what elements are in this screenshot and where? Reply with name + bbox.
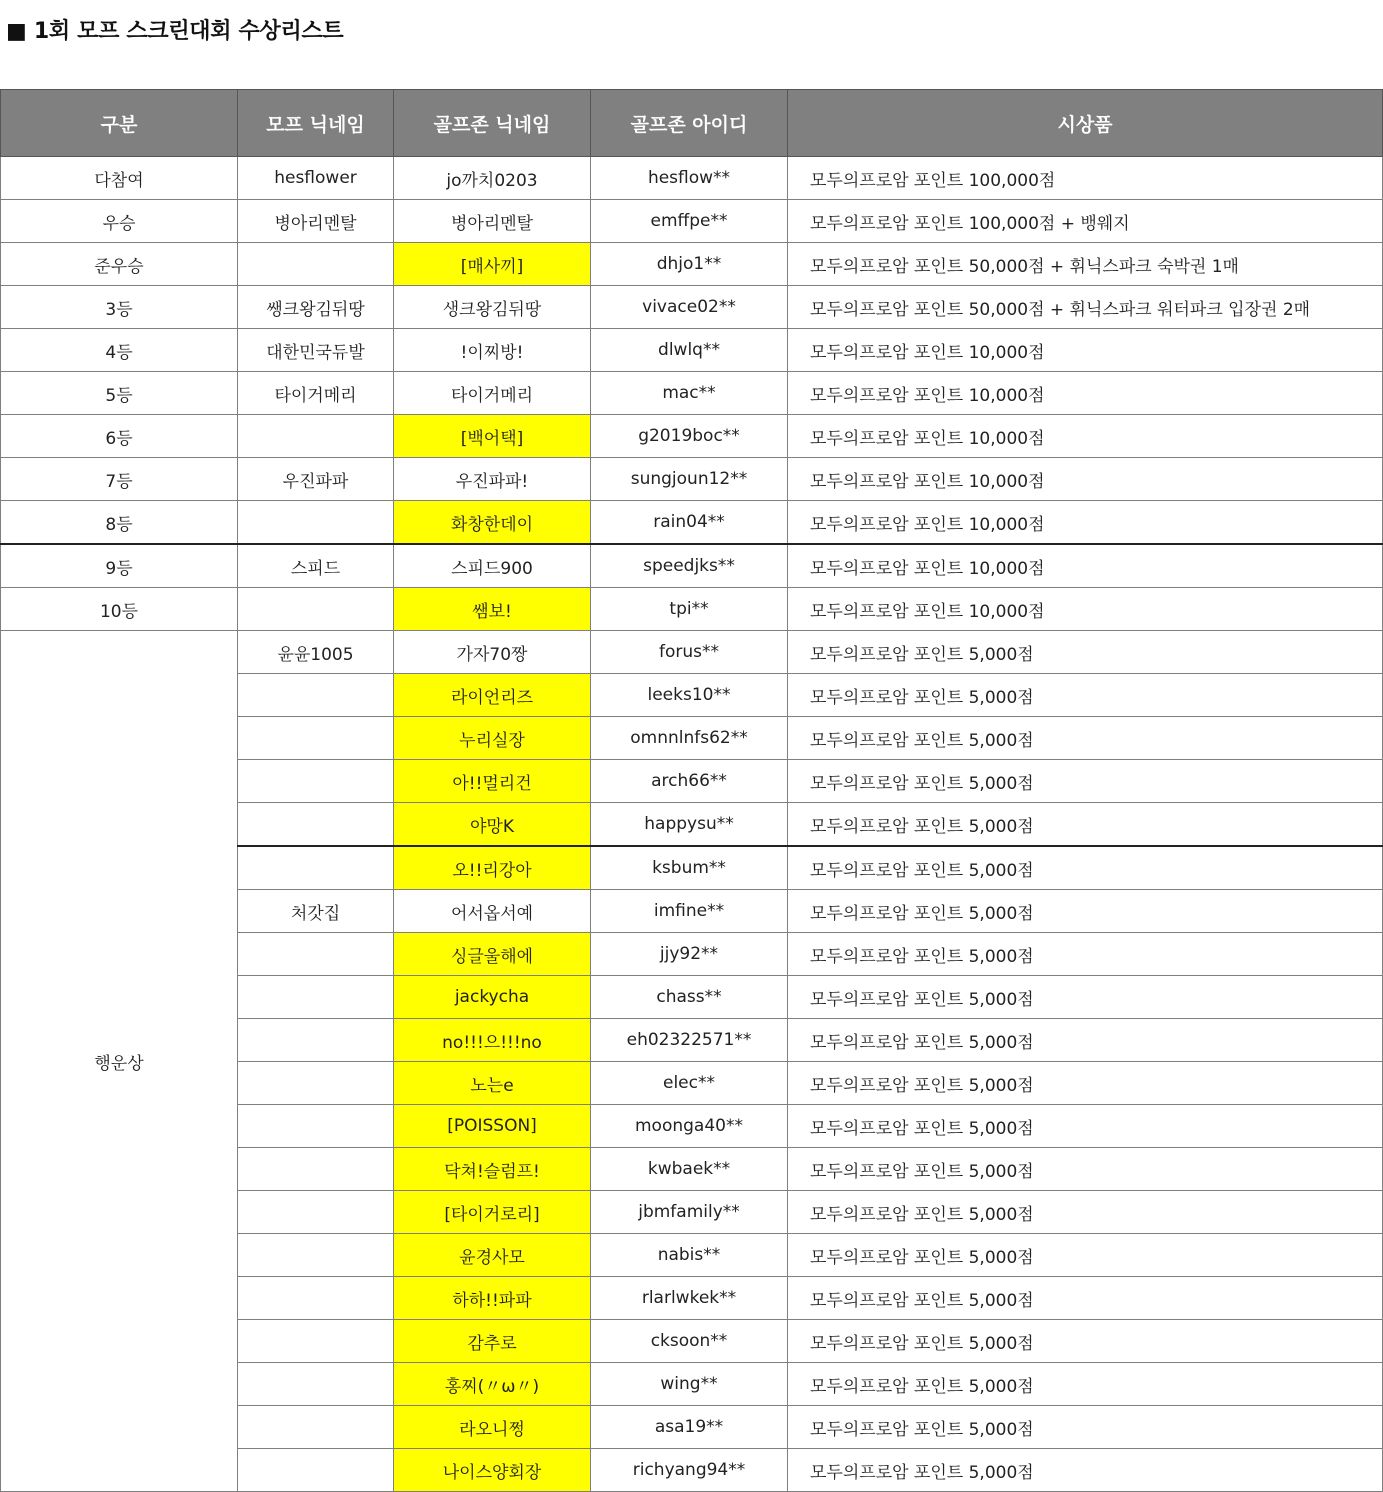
prize-cell: 모두의프로암 포인트 5,000점: [788, 1234, 1383, 1277]
golfzon-id-cell: omnnlnfs62**: [591, 717, 788, 760]
mof-nickname-cell: 병아리멘탈: [238, 200, 394, 243]
golfzon-id-cell: vivace02**: [591, 286, 788, 329]
mof-nickname-cell: [238, 588, 394, 631]
mof-nickname-cell: [238, 976, 394, 1019]
golfzon-nickname-cell: 스피드900: [394, 544, 591, 588]
table-row: [1, 372, 1383, 415]
prize-cell: 모두의프로암 포인트 5,000점: [788, 631, 1383, 674]
prize-cell: 모두의프로암 포인트 5,000점: [788, 760, 1383, 803]
golfzon-id-cell: rlarlwkek**: [591, 1277, 788, 1320]
mof-nickname-cell: [238, 846, 394, 890]
table-row: [1, 415, 1383, 458]
prize-cell: 모두의프로암 포인트 5,000점: [788, 890, 1383, 933]
mof-nickname-cell: [238, 1019, 394, 1062]
mof-nickname-cell: [238, 415, 394, 458]
table-row: [1, 200, 1383, 243]
prize-cell: 모두의프로암 포인트 5,000점: [788, 976, 1383, 1019]
golfzon-id-cell: rain04**: [591, 501, 788, 545]
category-cell: 7등: [1, 458, 238, 501]
golfzon-id-cell: wing**: [591, 1363, 788, 1406]
golfzon-id-cell: tpi**: [591, 588, 788, 631]
golfzon-nickname-cell: [매사끼]: [394, 243, 591, 286]
golfzon-id-cell: jjy92**: [591, 933, 788, 976]
mof-nickname-cell: 윤윤1005: [238, 631, 394, 674]
header-golfzon-id: 골프존 아이디: [591, 90, 788, 157]
prize-cell: 모두의프로암 포인트 5,000점: [788, 933, 1383, 976]
category-cell: 9등: [1, 544, 238, 588]
table-row: [1, 544, 1383, 588]
golfzon-id-cell: emffpe**: [591, 200, 788, 243]
category-cell: 10등: [1, 588, 238, 631]
golfzon-id-cell: mac**: [591, 372, 788, 415]
category-cell: 3등: [1, 286, 238, 329]
table-header-row: [1, 90, 1383, 157]
prize-cell: 모두의프로암 포인트 10,000점: [788, 372, 1383, 415]
table-row: [1, 157, 1383, 200]
golfzon-id-cell: asa19**: [591, 1406, 788, 1449]
prize-cell: 모두의프로암 포인트 5,000점: [788, 717, 1383, 760]
category-cell: 4등: [1, 329, 238, 372]
prize-cell: 모두의프로암 포인트 5,000점: [788, 674, 1383, 717]
golfzon-nickname-cell: 윤경사모: [394, 1234, 591, 1277]
prize-cell: 모두의프로암 포인트 5,000점: [788, 1019, 1383, 1062]
mof-nickname-cell: 처갓집: [238, 890, 394, 933]
header-mof-nickname: 모프 닉네임: [238, 90, 394, 157]
mof-nickname-cell: [238, 1148, 394, 1191]
golfzon-nickname-cell: [POISSON]: [394, 1105, 591, 1148]
category-cell: 우승: [1, 200, 238, 243]
mof-nickname-cell: [238, 803, 394, 847]
header-prize: 시상품: [788, 90, 1383, 157]
mof-nickname-cell: 타이거메리: [238, 372, 394, 415]
golfzon-id-cell: eh02322571**: [591, 1019, 788, 1062]
mof-nickname-cell: [238, 760, 394, 803]
mof-nickname-cell: [238, 933, 394, 976]
lucky-category-cell: 행운상: [1, 631, 238, 1492]
mof-nickname-cell: 우진파파: [238, 458, 394, 501]
prize-cell: 모두의프로암 포인트 100,000점: [788, 157, 1383, 200]
golfzon-nickname-cell: 병아리멘탈: [394, 200, 591, 243]
prize-cell: 모두의프로암 포인트 50,000점 + 휘닉스파크 워터파크 입장권 2매: [788, 286, 1383, 329]
golfzon-nickname-cell: 어서옵서예: [394, 890, 591, 933]
mof-nickname-cell: [238, 1105, 394, 1148]
table-row: [1, 458, 1383, 501]
mof-nickname-cell: [238, 243, 394, 286]
mof-nickname-cell: 쌩크왕김뒤땅: [238, 286, 394, 329]
mof-nickname-cell: [238, 1277, 394, 1320]
prize-cell: 모두의프로암 포인트 10,000점: [788, 329, 1383, 372]
awards-table: [0, 89, 1383, 1492]
golfzon-id-cell: sungjoun12**: [591, 458, 788, 501]
prize-cell: 모두의프로암 포인트 5,000점: [788, 846, 1383, 890]
golfzon-id-cell: kwbaek**: [591, 1148, 788, 1191]
golfzon-id-cell: hesflow**: [591, 157, 788, 200]
golfzon-id-cell: moonga40**: [591, 1105, 788, 1148]
golfzon-nickname-cell: 라이언리즈: [394, 674, 591, 717]
golfzon-id-cell: jbmfamily**: [591, 1191, 788, 1234]
mof-nickname-cell: [238, 717, 394, 760]
golfzon-id-cell: arch66**: [591, 760, 788, 803]
prize-cell: 모두의프로암 포인트 10,000점: [788, 458, 1383, 501]
mof-nickname-cell: [238, 674, 394, 717]
golfzon-id-cell: leeks10**: [591, 674, 788, 717]
golfzon-id-cell: ksbum**: [591, 846, 788, 890]
table-row: [1, 243, 1383, 286]
prize-cell: 모두의프로암 포인트 5,000점: [788, 1449, 1383, 1492]
golfzon-id-cell: cksoon**: [591, 1320, 788, 1363]
mof-nickname-cell: hesflower: [238, 157, 394, 200]
table-row: [1, 286, 1383, 329]
category-cell: 6등: [1, 415, 238, 458]
golfzon-nickname-cell: 생크왕김뒤땅: [394, 286, 591, 329]
golfzon-nickname-cell: 닥쳐!슬럼프!: [394, 1148, 591, 1191]
mof-nickname-cell: 대한민국듀발: [238, 329, 394, 372]
golfzon-nickname-cell: 타이거메리: [394, 372, 591, 415]
prize-cell: 모두의프로암 포인트 100,000점 + 뱅웨지: [788, 200, 1383, 243]
mof-nickname-cell: [238, 1191, 394, 1234]
golfzon-nickname-cell: !이찌방!: [394, 329, 591, 372]
golfzon-id-cell: speedjks**: [591, 544, 788, 588]
golfzon-nickname-cell: 쌤보!: [394, 588, 591, 631]
golfzon-nickname-cell: 가자70짱: [394, 631, 591, 674]
golfzon-nickname-cell: 감추로: [394, 1320, 591, 1363]
golfzon-nickname-cell: 아!!멀리건: [394, 760, 591, 803]
golfzon-nickname-cell: 화창한데이: [394, 501, 591, 545]
golfzon-nickname-cell: 노는e: [394, 1062, 591, 1105]
prize-cell: 모두의프로암 포인트 10,000점: [788, 588, 1383, 631]
golfzon-nickname-cell: [타이거로리]: [394, 1191, 591, 1234]
prize-cell: 모두의프로암 포인트 5,000점: [788, 1191, 1383, 1234]
golfzon-id-cell: nabis**: [591, 1234, 788, 1277]
prize-cell: 모두의프로암 포인트 5,000점: [788, 1363, 1383, 1406]
mof-nickname-cell: [238, 1320, 394, 1363]
golfzon-id-cell: elec**: [591, 1062, 788, 1105]
prize-cell: 모두의프로암 포인트 10,000점: [788, 501, 1383, 545]
golfzon-id-cell: happysu**: [591, 803, 788, 847]
golfzon-id-cell: imfine**: [591, 890, 788, 933]
header-golfzon-nickname: 골프존 닉네임: [394, 90, 591, 157]
table-row: [1, 501, 1383, 545]
golfzon-id-cell: richyang94**: [591, 1449, 788, 1492]
mof-nickname-cell: [238, 1449, 394, 1492]
header-category: 구분: [1, 90, 238, 157]
golfzon-nickname-cell: 라오니쩡: [394, 1406, 591, 1449]
golfzon-nickname-cell: jackycha: [394, 976, 591, 1019]
golfzon-nickname-cell: 누리실장: [394, 717, 591, 760]
golfzon-nickname-cell: 오!!리강아: [394, 846, 591, 890]
golfzon-id-cell: chass**: [591, 976, 788, 1019]
category-cell: 준우승: [1, 243, 238, 286]
golfzon-nickname-cell: 야망K: [394, 803, 591, 847]
prize-cell: 모두의프로암 포인트 5,000점: [788, 1277, 1383, 1320]
mof-nickname-cell: [238, 1062, 394, 1105]
prize-cell: 모두의프로암 포인트 5,000점: [788, 1148, 1383, 1191]
mof-nickname-cell: [238, 1234, 394, 1277]
golfzon-nickname-cell: 하하!!파파: [394, 1277, 591, 1320]
prize-cell: 모두의프로암 포인트 5,000점: [788, 1062, 1383, 1105]
golfzon-nickname-cell: [백어택]: [394, 415, 591, 458]
table-body: [1, 157, 1383, 1492]
golfzon-id-cell: forus**: [591, 631, 788, 674]
table-row: [1, 588, 1383, 631]
table-row: [1, 631, 1383, 674]
prize-cell: 모두의프로암 포인트 10,000점: [788, 415, 1383, 458]
page-title: ■ 1회 모프 스크린대회 수상리스트: [6, 19, 344, 44]
prize-cell: 모두의프로암 포인트 5,000점: [788, 803, 1383, 847]
prize-cell: 모두의프로암 포인트 10,000점: [788, 544, 1383, 588]
golfzon-nickname-cell: 홍찌(〃ω〃): [394, 1363, 591, 1406]
golfzon-nickname-cell: 싱글울해에: [394, 933, 591, 976]
golfzon-nickname-cell: 우진파파!: [394, 458, 591, 501]
mof-nickname-cell: [238, 1363, 394, 1406]
golfzon-nickname-cell: jo까치0203: [394, 157, 591, 200]
golfzon-id-cell: dlwlq**: [591, 329, 788, 372]
category-cell: 8등: [1, 501, 238, 545]
category-cell: 다참여: [1, 157, 238, 200]
golfzon-id-cell: dhjo1**: [591, 243, 788, 286]
mof-nickname-cell: [238, 501, 394, 545]
category-cell: 5등: [1, 372, 238, 415]
mof-nickname-cell: [238, 1406, 394, 1449]
prize-cell: 모두의프로암 포인트 5,000점: [788, 1406, 1383, 1449]
prize-cell: 모두의프로암 포인트 50,000점 + 휘닉스파크 숙박권 1매: [788, 243, 1383, 286]
golfzon-nickname-cell: 나이스양회장: [394, 1449, 591, 1492]
golfzon-nickname-cell: no!!!으!!!no: [394, 1019, 591, 1062]
prize-cell: 모두의프로암 포인트 5,000점: [788, 1105, 1383, 1148]
table-row: [1, 329, 1383, 372]
prize-cell: 모두의프로암 포인트 5,000점: [788, 1320, 1383, 1363]
mof-nickname-cell: 스피드: [238, 544, 394, 588]
golfzon-id-cell: g2019boc**: [591, 415, 788, 458]
